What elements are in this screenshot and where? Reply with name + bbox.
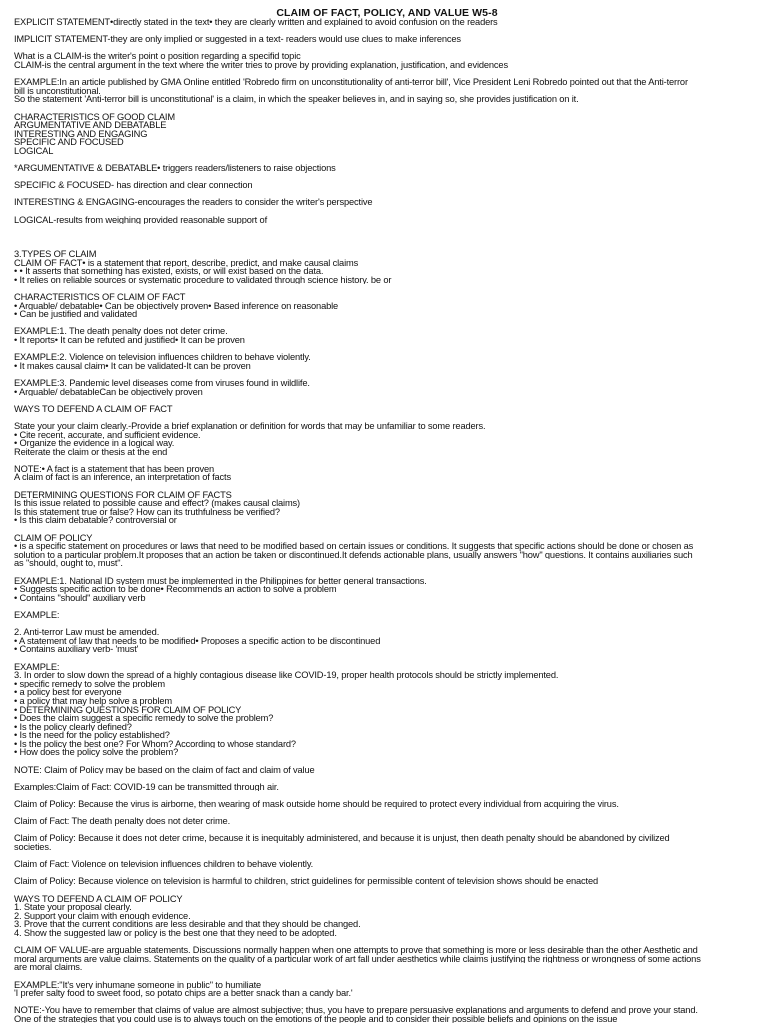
paragraph — [14, 860, 760, 869]
text-line: State your your claim clearly.-Provide a brief explanation or definition for words that may be unfamiliar to some readers. — [14, 421, 486, 431]
text-line: Is this statement true or false? How can its truthfulness be verified? — [14, 507, 280, 517]
paragraph — [14, 946, 760, 972]
text-line: Claim of Policy: Because the virus is airborne, then wearing of mask outside home should be required to protect every individual from acquiring the virus. — [14, 800, 619, 809]
paragraph — [14, 181, 760, 190]
paragraph — [14, 216, 760, 225]
text-line: CLAIM OF VALUE-are arguable statements. Discussions normally happen when one attempts to prove that something is more or less desirable than the other Aesthetic and — [14, 946, 698, 955]
text-line: • Is this claim debatable? controversial or — [14, 516, 177, 526]
text-line: *ARGUMENTATIVE & DEBATABLE• triggers readers/listeners to raise objections — [14, 164, 336, 173]
text-line: moral arguments are value claims. Statements on the quality of a particular work of art fall under aesthetics while claims justifying the rightness or wrongness of some actions — [14, 954, 701, 964]
text-line: societies. — [14, 843, 52, 852]
text-line: SPECIFIC & FOCUSED- has direction and clear connection — [14, 181, 253, 190]
text-line: LOGICAL-results from weighing provided reasonable support of — [14, 215, 267, 225]
text-line: CHARACTERISTICS OF CLAIM OF FACT — [14, 293, 186, 302]
text-line: A claim of fact is an inference, an interpretation of facts — [14, 473, 231, 483]
text-line: LOGICAL — [14, 146, 54, 156]
text-line: EXPLICIT STATEMENT•directly stated in the text• they are clearly written and explained to avoid confusion on the readers — [14, 18, 498, 27]
paragraph — [14, 198, 760, 207]
text-line: • is a specific statement on procedures or laws that need to be modified based on certain issues or conditions. It suggests that specific actions should be done or chosen as — [14, 542, 694, 551]
text-line: Claim of Fact: The death penalty does not deter crime. — [14, 817, 231, 826]
paragraph — [14, 379, 760, 396]
text-line: 1. State your proposal clearly. — [14, 903, 132, 912]
paragraph — [14, 611, 760, 620]
text-line: • a policy that may help solve a problem — [14, 696, 172, 706]
text-line: • DETERMINING QUESTIONS FOR CLAIM OF POLICY — [14, 705, 242, 715]
paragraph — [14, 52, 760, 69]
document-page — [14, 8, 760, 1032]
paragraph — [14, 766, 760, 775]
text-line: EXAMPLE:1. National ID system must be implemented in the Philippines for better general transactions. — [14, 576, 427, 586]
text-line: 3. Prove that the current conditions are less desirable and that they should be changed. — [14, 920, 361, 929]
text-line: CLAIM OF POLICY — [14, 533, 93, 543]
text-line: EXAMPLE:3. Pandemic level diseases come from viruses found in wildlife. — [14, 378, 310, 388]
paragraph — [14, 895, 760, 938]
document-title: CLAIM OF FACT, POLICY, AND VALUE W5-8 — [276, 7, 498, 19]
paragraph — [14, 250, 760, 284]
paragraph — [14, 465, 760, 482]
text-line: • Suggests specific action to be done• Recommends an action to solve a problem — [14, 585, 337, 594]
text-line: EXAMPLE: — [14, 610, 60, 620]
text-line: One of the strategies that you could use is to always touch on the emotions of the people and to consider their possible beliefs and opinions on the issue — [14, 1014, 618, 1024]
paragraph — [14, 628, 760, 654]
paragraph — [14, 783, 760, 792]
paragraph — [14, 422, 760, 456]
text-line: bill is unconstitutional. — [14, 86, 101, 96]
text-line: • It makes causal claim• It can be validated-It can be proven — [14, 361, 251, 371]
text-line: DETERMINING QUESTIONS FOR CLAIM OF FACTS — [14, 490, 232, 500]
text-line: Reiterate the claim or thesis at the end — [14, 447, 168, 457]
paragraph — [14, 663, 760, 758]
paragraph — [14, 1006, 760, 1023]
paragraph — [14, 35, 760, 44]
text-line: • Can be justified and validated — [14, 310, 138, 319]
paragraph — [14, 164, 760, 173]
text-line: WAYS TO DEFEND A CLAIM OF POLICY — [14, 894, 183, 904]
text-line: • It relies on reliable sources or systematic procedure to validated through science history. be or — [14, 275, 392, 285]
paragraph — [14, 491, 760, 525]
text-line: • specific remedy to solve the problem — [14, 679, 166, 689]
text-line: CLAIM-is the central argument in the text where the writer tries to prove by providing explanation, justification, and evidences — [14, 60, 508, 70]
text-line: 2. Support your claim with enough evidence. — [14, 911, 191, 921]
text-line: as "should, ought to, must". — [14, 559, 123, 568]
text-line: • A statement of law that needs to be modified• Proposes a specific action to be discontinued — [14, 636, 381, 646]
paragraph — [14, 405, 760, 414]
text-line: NOTE:-You have to remember that claims of value are almost subjective; thus, you have to prepare persuasive explanations and arguments to defend and prove your stand. — [14, 1006, 698, 1015]
paragraph — [14, 78, 760, 104]
text-line: What is a CLAIM-is the writer's point o position regarding a specifid topic — [14, 52, 301, 61]
text-line: • a policy best for everyone — [14, 688, 122, 697]
text-line: • Does the claim suggest a specific remedy to solve the problem? — [14, 714, 274, 723]
text-line: CHARACTERISTICS OF GOOD CLAIM — [14, 112, 175, 122]
text-line: EXAMPLE:"It's very inhumane someone in public" to humiliate — [14, 980, 262, 990]
text-line: EXAMPLE:1. The death penalty does not deter crime. — [14, 327, 228, 336]
text-line: • • It asserts that something has existed, exists, or will exist based on the data. — [14, 267, 324, 276]
paragraph — [14, 877, 760, 886]
text-line: CLAIM OF FACT• is a statement that report, describe, predict, and make causal claims — [14, 258, 359, 268]
text-line: IMPLICIT STATEMENT-they are only implied or suggested in a text- readers would use clues to make inferences — [14, 35, 461, 44]
text-line: • How does the policy solve the problem? — [14, 748, 179, 758]
text-line: SPECIFIC AND FOCUSED — [14, 138, 124, 147]
text-line: • Arguable/ debatable• Can be objectively proven• Based inference on reasonable — [14, 301, 339, 311]
paragraph — [14, 534, 760, 568]
document-body — [14, 18, 760, 1023]
text-line: • It reports• It can be refuted and justified• It can be proven — [14, 335, 245, 345]
text-line: So the statement 'Anti-terror bill is unconstitutional' is a claim, in which the speaker believes in, and in saying so, she provides justification on it. — [14, 95, 579, 104]
text-line: 'I prefer salty food to sweet food, so potato chips are a better snack than a candy bar.' — [14, 989, 353, 998]
text-line: solution to a particular problem.It proposes that an action be taken or discontinued.It defends actionable plans, usually answers "how" questions. It contains auxiliaries such — [14, 550, 693, 560]
text-line: • Is the need for the policy established? — [14, 731, 170, 740]
text-line: are moral claims. — [14, 963, 83, 972]
text-line: 3.TYPES OF CLAIM — [14, 250, 97, 259]
text-line: EXAMPLE:2. Violence on television influences children to behave violently. — [14, 353, 311, 362]
text-line: ARGUMENTATIVE AND DEBATABLE — [14, 121, 167, 130]
text-line: • Is the policy clearly defined? — [14, 722, 132, 732]
text-line: 3. In order to slow down the spread of a highly contagious disease like COVID-19, proper health protocols should be strictly implemented. — [14, 671, 559, 680]
text-line: EXAMPLE:In an article published by GMA Online entitled 'Robredo firm on unconstitutionality of anti-terror bill', Vice President Leni Robredo pointed out that the Anti-terror — [14, 78, 688, 87]
text-line: Claim of Policy: Because violence on television is harmful to children, strict guidelines for permissible content of television shows should be enacted — [14, 877, 599, 886]
paragraph — [14, 113, 760, 156]
paragraph — [14, 353, 760, 370]
paragraph — [14, 233, 760, 242]
text-line: • Is the policy the best one? For Whom? According to whose standard? — [14, 739, 296, 749]
text-line: 2. Anti-terror Law must be amended. — [14, 628, 160, 637]
paragraph — [14, 834, 760, 851]
text-line — [14, 233, 760, 242]
text-line: INTERESTING & ENGAGING-encourages the readers to consider the writer's perspective — [14, 198, 373, 208]
text-line: 4. Show the suggested law or policy is the best one that they need to be adopted. — [14, 928, 337, 938]
paragraph — [14, 981, 760, 998]
text-line: NOTE: Claim of Policy may be based on the claim of fact and claim of value — [14, 765, 315, 775]
text-line: INTERESTING AND ENGAGING — [14, 129, 148, 139]
paragraph — [14, 18, 760, 27]
text-line: • Cite recent, accurate, and sufficient evidence. — [14, 430, 201, 440]
text-line: NOTE:• A fact is a statement that has been proven — [14, 464, 215, 474]
text-line: • Organize the evidence in a logical way. — [14, 439, 175, 448]
text-line: WAYS TO DEFEND A CLAIM OF FACT — [14, 404, 173, 414]
text-line: Claim of Policy: Because it does not deter crime, because it is inequitably administered, and because it is unjust, then death penalty should be abandoned by civilized — [14, 834, 670, 843]
paragraph — [14, 817, 760, 826]
paragraph — [14, 327, 760, 344]
text-line: • Arguable/ debatableCan be objectively proven — [14, 387, 203, 397]
text-line: EXAMPLE: — [14, 662, 60, 672]
text-line: Examples:Claim of Fact: COVID-19 can be transmitted through air. — [14, 782, 279, 792]
paragraph — [14, 293, 760, 319]
text-line: Is this issue related to possible cause and effect? (makes causal claims) — [14, 499, 301, 508]
paragraph — [14, 800, 760, 809]
paragraph — [14, 577, 760, 603]
text-line: • Contains "should" auxiliary verb — [14, 593, 146, 603]
text-line: Claim of Fact: Violence on television influences children to behave violently. — [14, 860, 314, 869]
text-line: • Contains auxiliary verb- 'must' — [14, 645, 139, 654]
